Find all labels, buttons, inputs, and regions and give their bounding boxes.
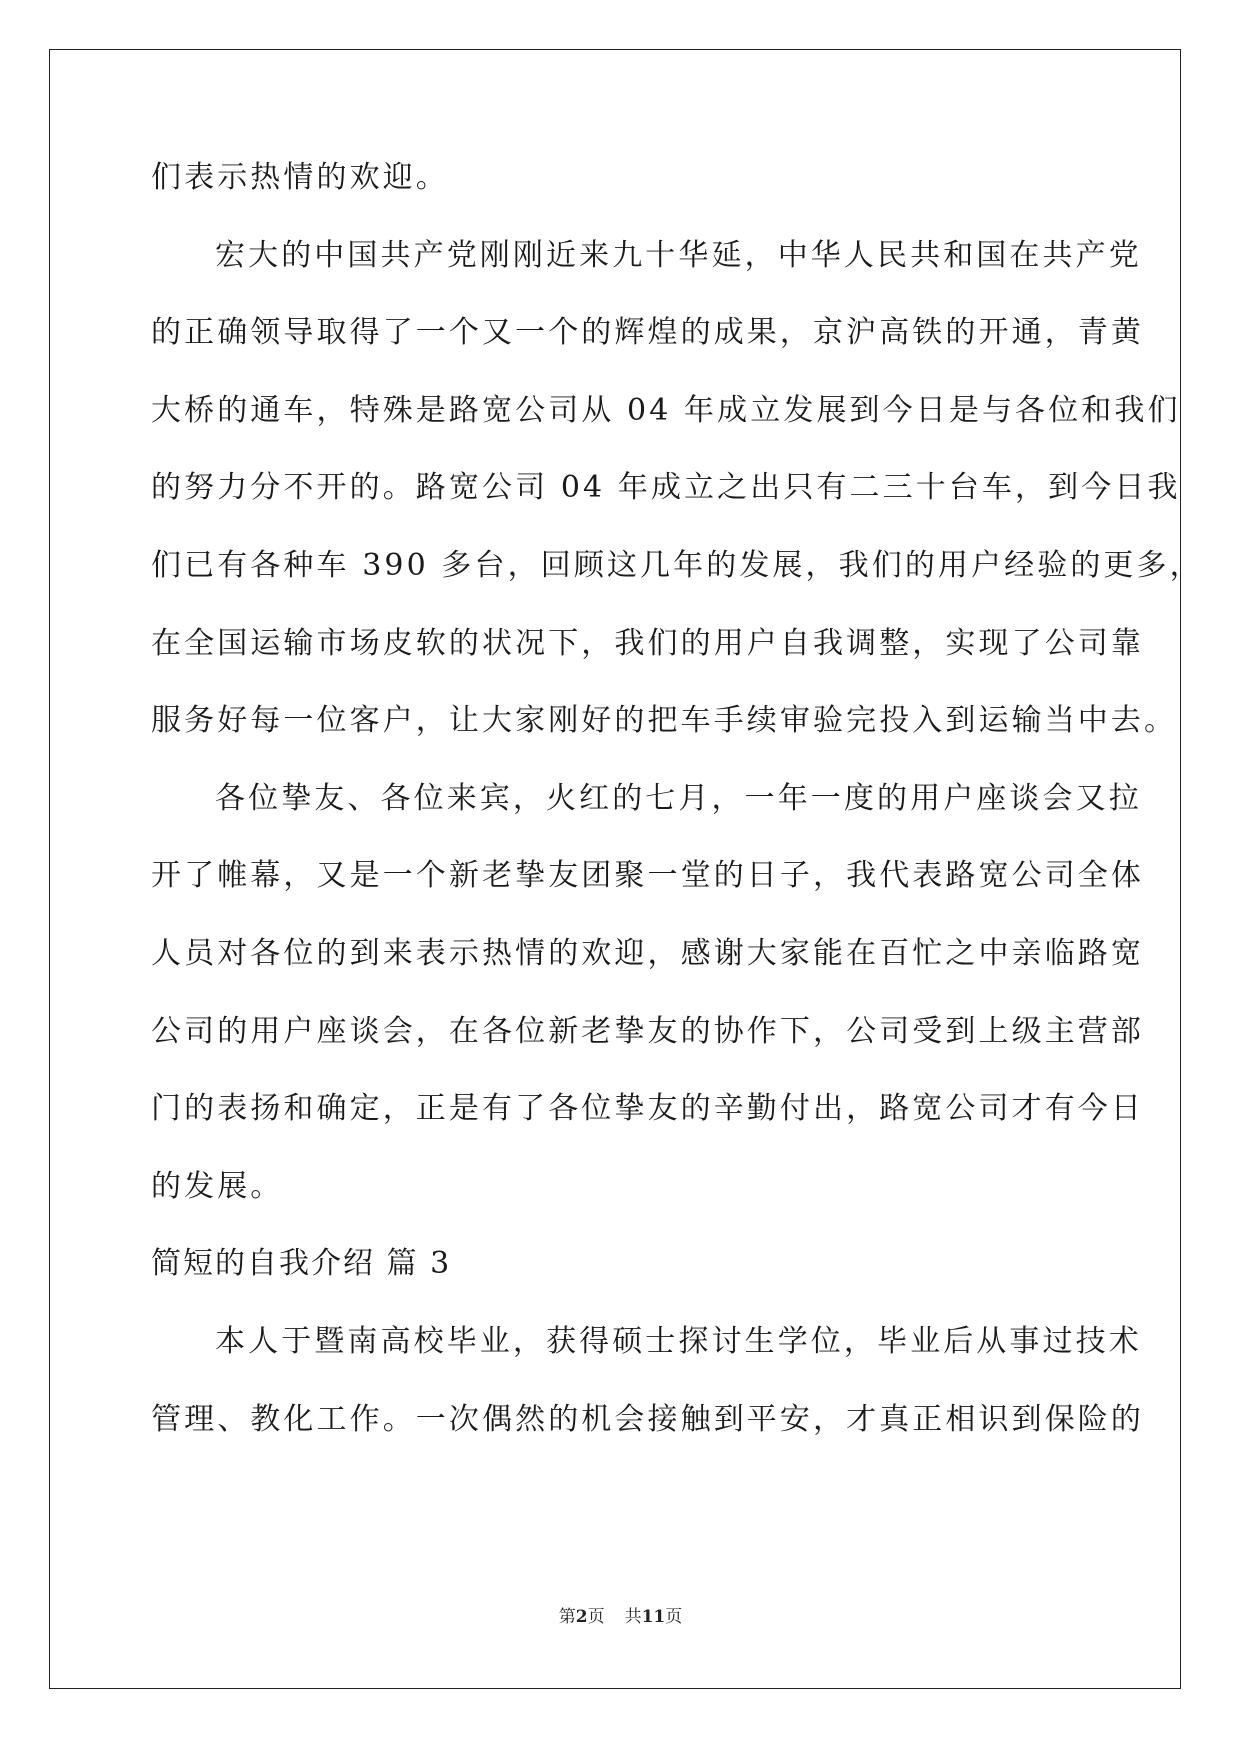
text-line-16: 本人于暨南高校毕业，获得硕士探讨生学位，毕业后从事过技术 <box>215 1323 1142 1359</box>
text-line-3: 的正确领导取得了一个又一个的辉煌的成果，京沪高铁的开通，青黄 <box>151 315 1144 351</box>
text-line-11: 人员对各位的到来表示热情的欢迎，感谢大家能在百忙之中亲临路宽 <box>151 935 1144 971</box>
section-heading: 简短的自我介绍 篇 3 <box>151 1246 452 1282</box>
text-line-14: 的发展。 <box>151 1168 284 1204</box>
text-line-12: 公司的用户座谈会，在各位新老挚友的协作下，公司受到上级主营部 <box>151 1013 1144 1049</box>
document-body <box>151 158 1203 1477</box>
text-line-2: 宏大的中国共产党刚刚近来九十华延，中华人民共和国在共产党 <box>215 237 1142 273</box>
footer-page-suffix: 页 <box>587 1607 605 1627</box>
footer-total-suffix: 页 <box>665 1607 683 1627</box>
text-line-6: 们已有各种车 390 多台，回顾这几年的发展，我们的用户经验的更多， <box>151 547 1203 583</box>
footer-total-pages: 11 <box>641 1607 666 1627</box>
text-line-10: 开了帷幕，又是一个新老挚友团聚一堂的日子，我代表路宽公司全体 <box>151 858 1144 894</box>
text-line-17: 管理、教化工作。一次偶然的机会接触到平安，才真正相识到保险的 <box>151 1401 1144 1437</box>
text-line-8: 服务好每一位客户，让大家刚好的把车手续审验完投入到运输当中去。 <box>151 703 1178 739</box>
text-line-1: 们表示热情的欢迎。 <box>151 160 449 195</box>
footer-page-number: 2 <box>575 1607 588 1627</box>
text-line-4: 大桥的通车，特殊是路宽公司从 04 年成立发展到今日是与各位和我们 <box>151 392 1181 428</box>
text-line-7: 在全国运输市场皮软的状况下，我们的用户自我调整，实现了公司靠 <box>151 625 1144 661</box>
footer-prefix: 第 <box>558 1607 576 1627</box>
footer-total-prefix: 共 <box>624 1607 642 1627</box>
text-line-9: 各位挚友、各位来宾，火红的七月，一年一度的用户座谈会又拉 <box>215 780 1142 816</box>
text-line-5: 的努力分不开的。路宽公司 04 年成立之出只有二三十台车，到今日我 <box>151 470 1181 506</box>
page-footer <box>0 1602 1241 1627</box>
text-line-13: 门的表扬和确定，正是有了各位挚友的辛勤付出，路宽公司才有今日 <box>151 1091 1144 1127</box>
